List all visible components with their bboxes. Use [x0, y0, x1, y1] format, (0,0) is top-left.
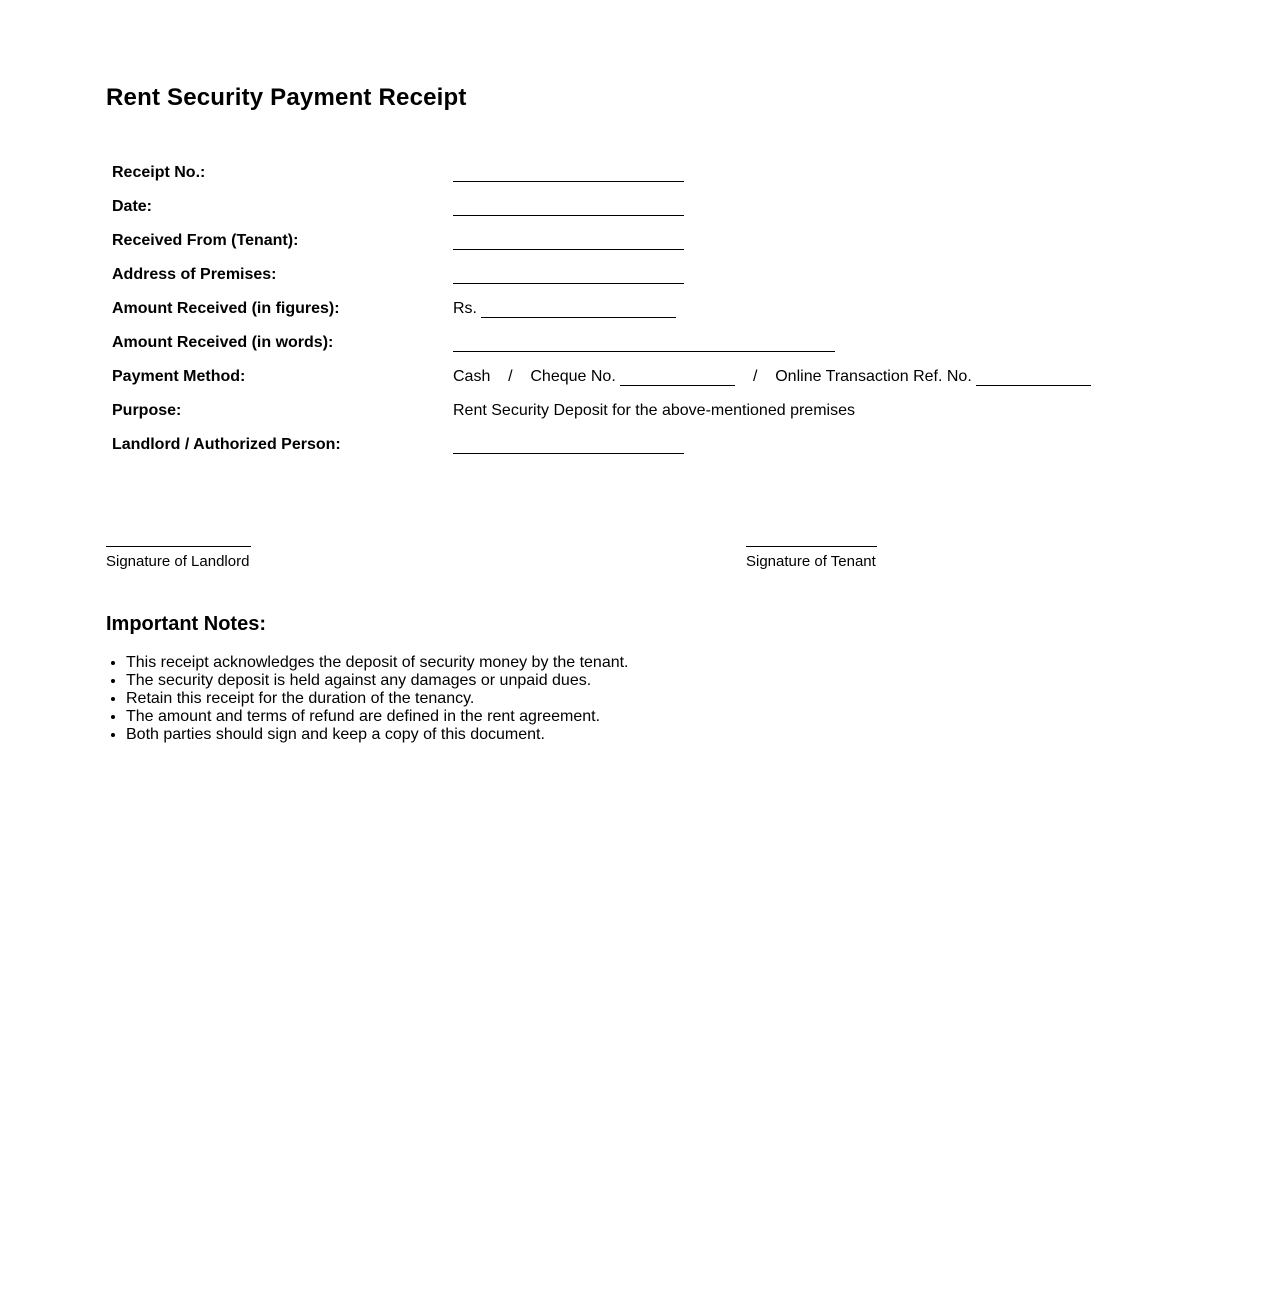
field-address	[112, 258, 1192, 292]
cheque-option: Cheque No.	[530, 368, 616, 385]
receipt-no-label: Receipt No.:	[112, 164, 206, 181]
address-label: Address of Premises:	[112, 266, 277, 283]
method-separator: /	[753, 368, 758, 385]
landlord-blank[interactable]	[453, 437, 684, 454]
field-receipt-no	[112, 156, 1192, 190]
list-item: • Retain this receipt for the duration of the tenancy.	[126, 690, 629, 708]
field-landlord	[112, 428, 1192, 462]
field-amount-figures	[112, 292, 1192, 326]
tenant-signature	[746, 546, 877, 570]
address-blank[interactable]	[453, 267, 684, 284]
purpose-label: Purpose:	[112, 402, 182, 419]
date-label: Date:	[112, 198, 153, 215]
method-separator: /	[508, 368, 513, 385]
list-item: • The security deposit is held against any damages or unpaid dues.	[126, 672, 629, 690]
tenant-signature-label: Signature of Tenant	[746, 553, 876, 570]
field-payment-method	[112, 360, 1192, 394]
online-ref-blank[interactable]	[976, 369, 1091, 386]
amount-figures-label: Amount Received (in figures):	[112, 300, 340, 317]
landlord-signature-label: Signature of Landlord	[106, 553, 250, 570]
received-from-label: Received From (Tenant):	[112, 232, 299, 249]
receipt-fields	[112, 156, 1192, 462]
cheque-no-blank[interactable]	[620, 369, 735, 386]
currency-prefix: Rs.	[453, 300, 477, 317]
list-item: • This receipt acknowledges the deposit of security money by the tenant.	[126, 654, 629, 672]
purpose-value: Rent Security Deposit for the above-mentioned premises	[453, 402, 855, 419]
list-item: • The amount and terms of refund are defined in the rent agreement.	[126, 708, 629, 726]
landlord-signature	[106, 546, 251, 570]
landlord-signature-line[interactable]	[106, 546, 251, 547]
notes-heading: Important Notes:	[106, 613, 266, 635]
received-from-blank[interactable]	[453, 233, 684, 250]
field-date	[112, 190, 1192, 224]
field-purpose	[112, 394, 1192, 428]
document-title: Rent Security Payment Receipt	[106, 84, 467, 111]
landlord-label: Landlord / Authorized Person:	[112, 436, 341, 453]
amount-words-blank[interactable]	[453, 335, 835, 352]
date-blank[interactable]	[453, 199, 684, 216]
tenant-signature-line[interactable]	[746, 546, 877, 547]
online-option: Online Transaction Ref. No.	[775, 368, 972, 385]
field-received-from	[112, 224, 1192, 258]
amount-figures-blank[interactable]	[481, 301, 676, 318]
field-amount-words	[112, 326, 1192, 360]
receipt-no-blank[interactable]	[453, 165, 684, 182]
notes-list	[106, 654, 629, 744]
cash-option: Cash	[453, 368, 491, 385]
amount-words-label: Amount Received (in words):	[112, 334, 334, 351]
payment-method-label: Payment Method:	[112, 368, 246, 385]
list-item: • Both parties should sign and keep a copy of this document.	[126, 726, 629, 744]
